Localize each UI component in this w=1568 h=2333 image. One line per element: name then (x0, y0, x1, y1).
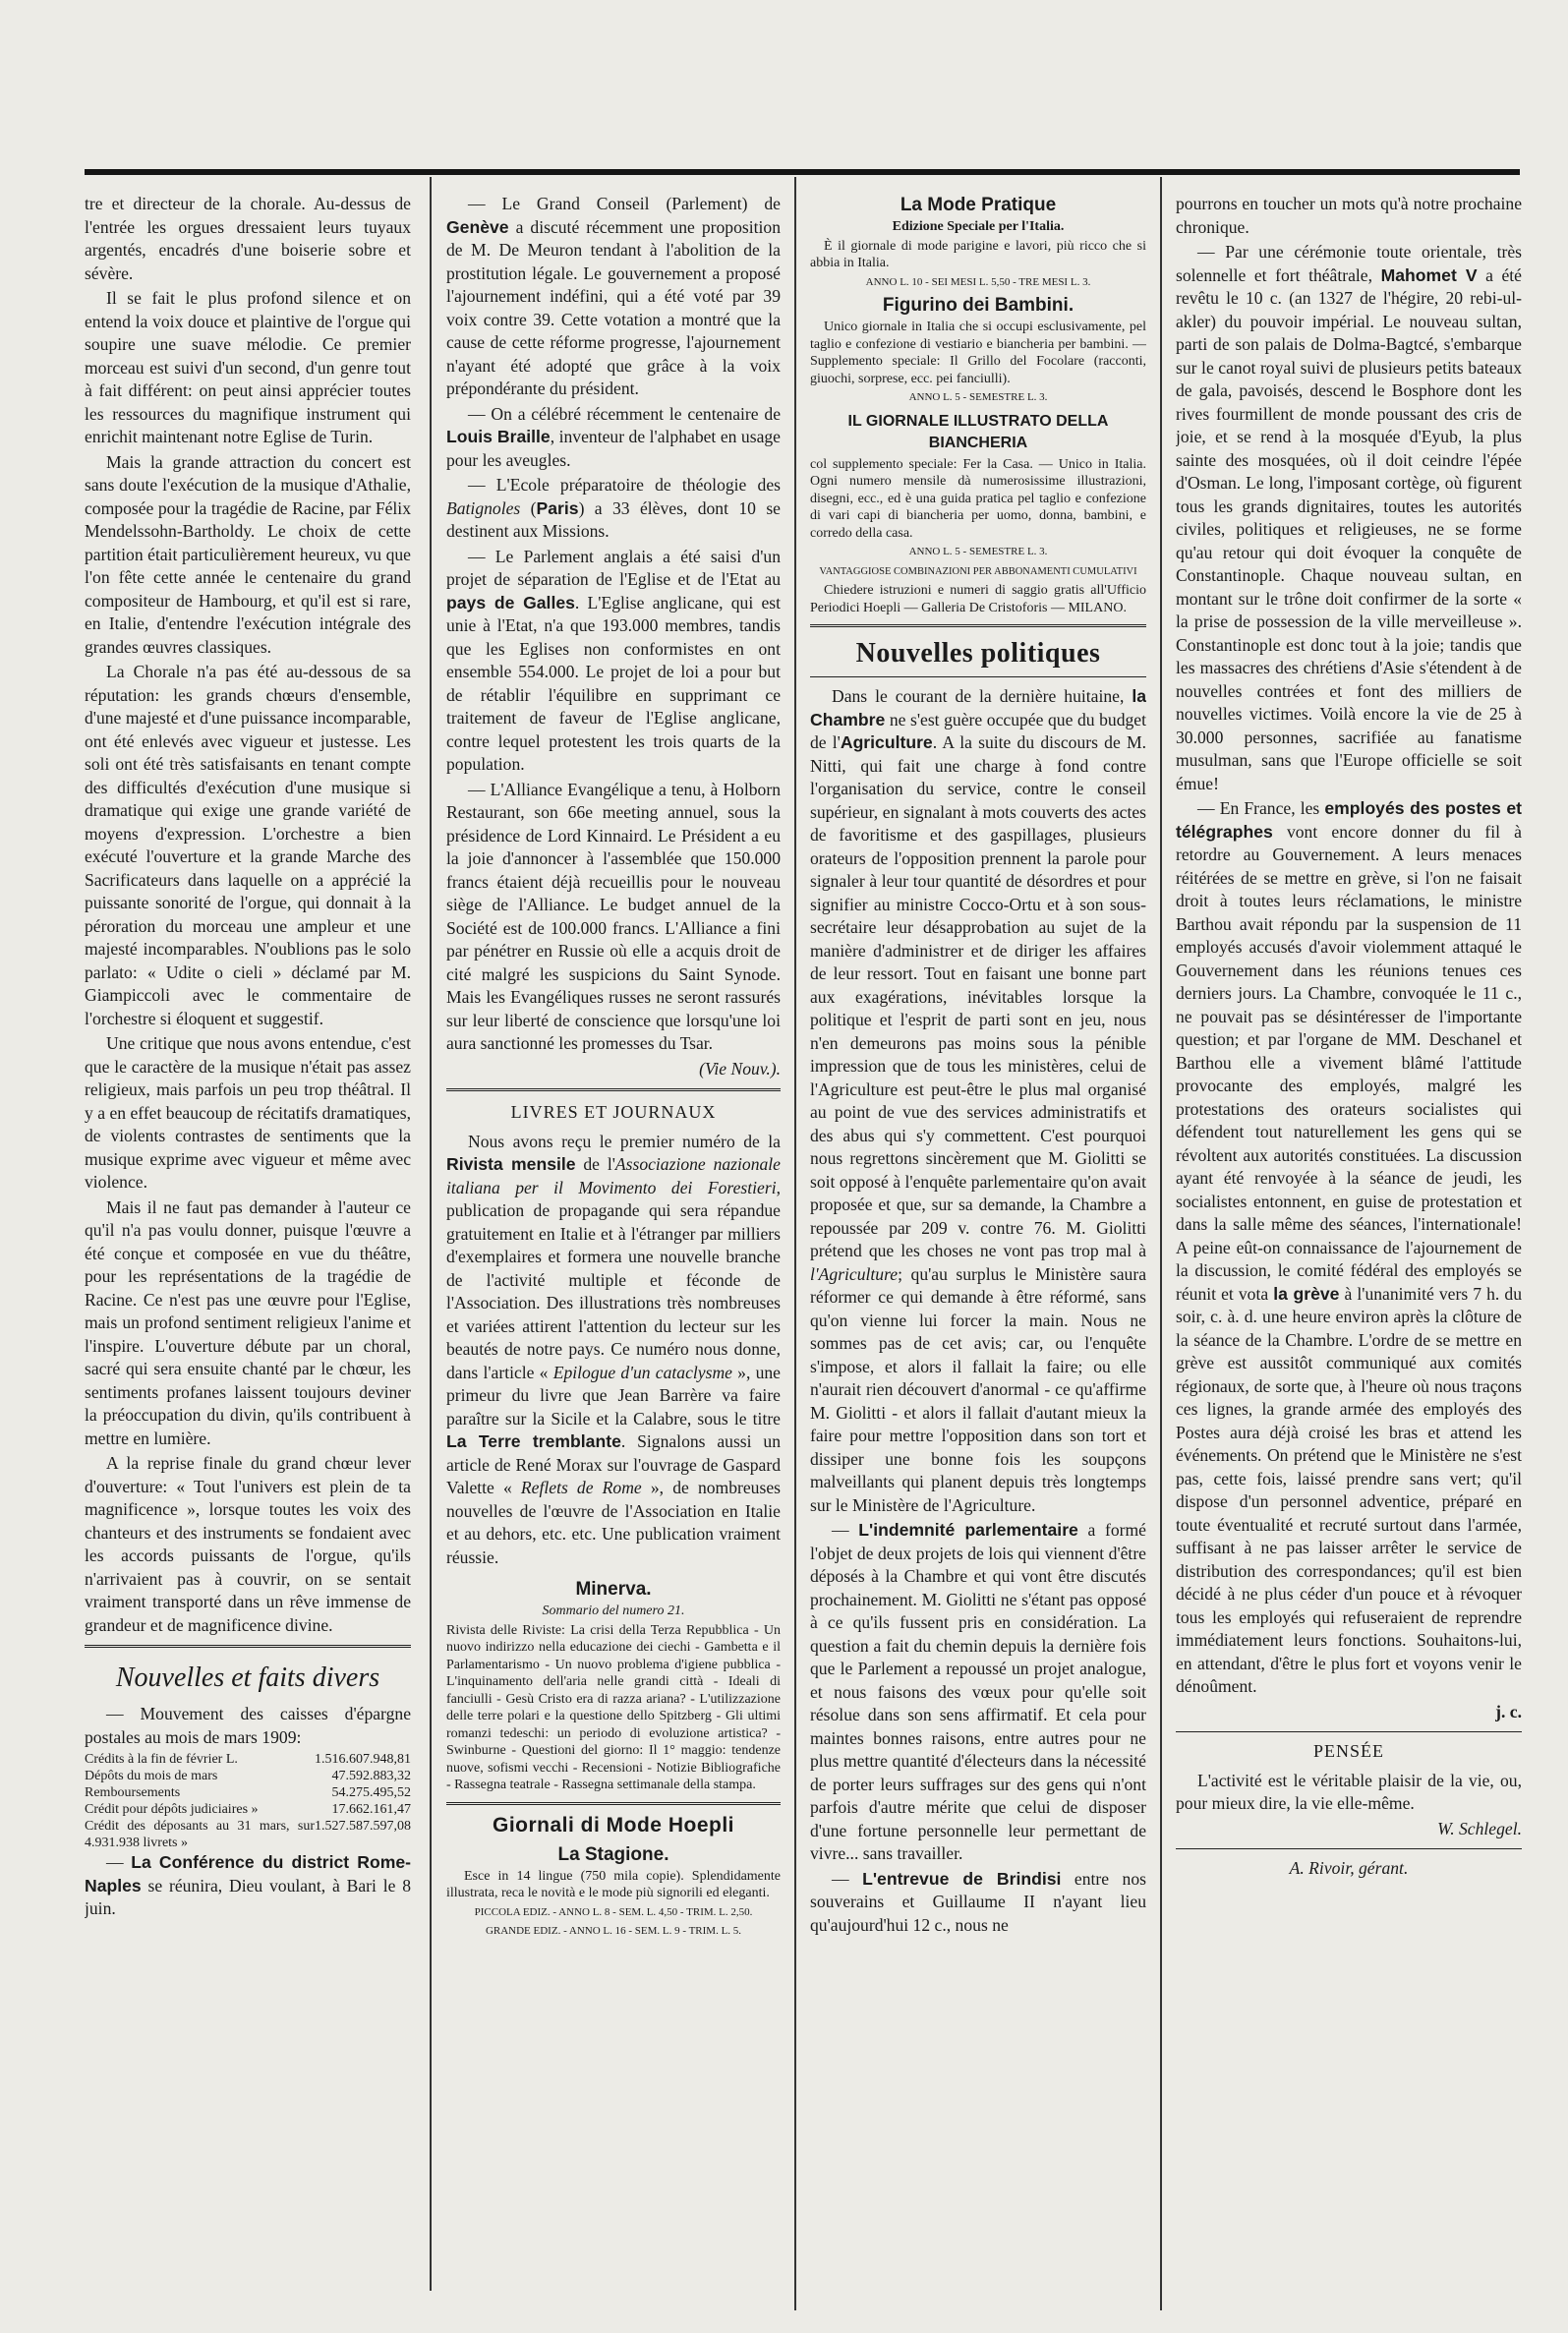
text: — On a célébré récemment le centenaire de (468, 403, 781, 424)
text: ne s'est guère occupée que du budget de l' (810, 709, 1146, 752)
text: , publication de propagande qui sera répandue gratuitement en Italie et à l'étranger par milliers d'exemplaires et formera une nouvelle branche de l'activité multiple et féconde de l'Association. Des illustrations très nombreuses et variées attirent l'attention du lecteur sur les beautés de notre pays. Ce numéro nous donne, dans l'article « (446, 1177, 781, 1382)
table-value: 1.516.607.948,81 (315, 1752, 411, 1767)
paragraph (446, 403, 781, 473)
mode-pratique-ad (810, 218, 1146, 291)
paragraph: Rivista delle Riviste: La crisi della Terza Repubblica - Un nuovo indirizzo nella educazione dei ciechi - Gambetta e il Parlamentarismo - Un nuovo problema d'igiene pubblica - L'inquinamento dell'aria nelle grandi città - Ideali di fanciulli - Gesù Cristo era di razza ariana? - L'utilizzazione delle terre polari e la questione dello Spitzberg - Gli ultimi romanzi tedeschi: un periodo di evoluzione artistica? - Swinburne - Questioni del giorno: Il 1° maggio: tendenze nuove, sofismi vecchi - Recensioni - Notizie Bibliografiche - Rassegna teatrale - Rassegna settimanale della stampa. (446, 1622, 781, 1792)
bold-text: la Chambre (810, 686, 1146, 729)
bold-text: La Conférence du district Rome-Naples (85, 1852, 411, 1896)
price-line: ANNO L. 5 - SEMESTRE L. 3. (908, 546, 1048, 557)
column-4 (1176, 193, 1522, 2316)
italic-text: Batignoles (446, 497, 521, 518)
paragraph (810, 685, 1146, 1517)
paragraph: col supplemento speciale: Fer la Casa. — Unico in Italia. Ogni numero mensile dà numerosissime illustrazioni, disegni, ecc., ed è una guida pratica pel taglio e confezione di vari capi di biancheria per uomo, donna, bambini, e corredo della casa. (810, 456, 1146, 541)
minerva-subtitle: Sommario del numero 21. (542, 1604, 685, 1618)
text: entre nos souverains et Guillaume II n'ayant lieu qu'aujourd'hui 12 c., nous ne (810, 1868, 1146, 1935)
text: , inventeur de l'alphabet en usage pour les aveugles. (446, 427, 781, 470)
section-divider (1176, 1848, 1522, 1849)
paragraph: Mais la grande attraction du concert est sans doute l'exécution de la musique d'Athalie, composée pour la tragédie de Racine, par Félix Mendelssohn-Bartholdy. Le choix de cette partition était particulièrement heureux, vu que l'on fête cette année le centenaire du grand compositeur de Hambourg, et qu'il est si rare, en Italie, d'entendre l'exécution intégrale des grandes œuvres classiques. (85, 451, 411, 657)
paragraph: — Mouvement des caisses d'épargne postales au mois de mars 1909: (85, 1704, 411, 1747)
text: a formé l'objet de deux projets de lois qui viennent d'être déposés à la Chambre et qui vont être discutés prochainement. M. Giolitti ne s'étant pas opposé à ce qu'ils fussent pris en considération. La question a fait du chemin depuis la dernière fois que le Parlement a repoussé un projet analogue, et nous faisons des vœux pour qu'elle soit résolue dans son sens affirmatif. Et cela pour maintes bonnes raisons, entre autres pour ne plus mettre quantité d'électeurs dans la nécessité de porter leurs suffrages sur des gens qui n'ont parfois d'autre mérite que celui de disposer d'une fortune personnelle leur permettant de vivre... sans travailler. (810, 1520, 1146, 1863)
section-title-livres: LIVRES ET JOURNAUX (510, 1102, 717, 1122)
text: . A la suite du discours de M. Nitti, qui fait une charge à fond contre l'organisation du service, contre le conseil supérieur, en signalant à mots couverts des actes de favoritisme et des gaspillages, plusieurs orateurs de l'opposition prennent la parole pour signaler à leur tour quantité de désordres et pour signifier au ministre Cocco-Ortu et à son sous-secrétaire leur désapprobation au sujet de la manière d'administrer et de diriger les affaires de leur ressort. Tout en faisant une bonne part aux exagérations, inévitables lorsque la politique et l'esprit de parti sont en jeu, nous n'en demeurons pas moins sous la pénible impression que de tous les ministères, celui de l'Agriculture est peut-être le plus mal organisé au point de vue des services administratifs et des abus qui s'y commettent. C'est pourquoi nous regrettons sincèrement que M. Giolitti se soit opposé à l'enquête parlementaire qu'on avait proposée et que, sur sa demande, la Chambre a repoussée par 209 v. contre 76. M. Giolitti prétend que les choses ne vont pas trop mal à (810, 732, 1146, 1260)
bold-text: employés des postes et télégraphes (1176, 798, 1522, 842)
section-title-faits-divers: Nouvelles et faits divers (115, 1662, 380, 1693)
ad-subtitle: Edizione Speciale per l'Italia. (892, 219, 1065, 234)
paragraph (1176, 797, 1522, 1699)
bold-text: L'entrevue de Brindisi (862, 1868, 1062, 1889)
price-line: PICCOLA EDIZ. - ANNO L. 8 - SEM. L. 4,50 - TRIM. L. 2,50. (474, 1905, 753, 1918)
section-divider (1176, 1731, 1522, 1732)
text: ; qu'au surplus le Ministère saura réformer ce qui demande à être réformé, sans qu'on vienne lui forcer la main. Nous ne sommes pas de cet avis; car, ou l'enquête s'impose, et alors il fallait la faire; ou elle n'aurait rien découvert d'anormal - ce qu'affirme M. Giolitti - et alors il fallait d'autant mieux la faire pour mettre l'opposition dans son tort et dissiper une bonne fois les soupçons malveillants qui planent depuis très longtemps sur le Ministère de l'Agriculture. (810, 1263, 1146, 1515)
bold-text: Mahomet V (1380, 264, 1478, 285)
paragraph: pourrons en toucher un mots qu'à notre prochaine chronique. (1176, 194, 1522, 237)
price-line: GRANDE EDIZ. - ANNO L. 16 - SEM. L. 9 - TRIM. L. 5. (485, 1925, 742, 1937)
text: », de nombreuses nouvelles de l'œuvre de l'Association en Italie et au dehors, etc. etc. Une publication vraiment réussie. (446, 1478, 781, 1567)
bold-text: Rivista mensile (446, 1154, 576, 1174)
paragraph: La Chorale n'a pas été au-dessous de sa réputation: les grands chœurs d'ensemble, d'une majesté et d'une puissance incomparable, ont été enlevés avec vigueur et justesse. Les soli ont été très satisfaisants en tenant compte des difficultés d'exécution d'une musique si dramatique qui exige une grande variété de moyens d'expression. L'orchestre a bien exécuté l'ouverture et la grande Marche des Sacrificateurs dans laquelle on a apprécié la puissante sonorité de l'orgue, qui donnait à la péroration du morceau une ampleur et une majesté incomparables. N'oublions pas le solo parlato: « Udite o cieli » déclamé par M. Giampiccoli avec le commentaire de l'orchestre si éloquent et suggestif. (85, 662, 411, 1028)
text: Nous avons reçu le premier numéro de la (468, 1131, 781, 1151)
bold-text: la grève (1273, 1283, 1340, 1304)
table-row (85, 1784, 411, 1801)
text: — L'Ecole préparatoire de théologie des (468, 475, 781, 495)
gerant-line: A. Rivoir, gérant. (1289, 1858, 1409, 1878)
text: . L'Eglise anglicane, qui est unie à l'Etat, n'a que 193.000 membres, tandis que les Eglises non conformistes en ont ensemble 554.000. Le projet de loi a pour but de rétablir l'équilibre en supprimant ce traitement de faveur de l'Eglise anglicane, contre lequel protestent les trois quarts de la population. (446, 592, 781, 774)
italic-text: l'Agriculture (810, 1263, 899, 1284)
text: a discuté récemment une proposition de M. De Meuron tendant à l'abolition de la prostitution légale. Le gouvernement a proposé l'ajournement indéfini, qui a été voté par 39 voix contre 39. Cette votation a montré que la cause de cette réforme progresse, l'ajournement n'ayant été adopté que grâce à la voix prépondérante du président. (446, 216, 781, 398)
column-divider (1160, 177, 1162, 2310)
table-label: Crédits à la fin de février L. (85, 1752, 238, 1767)
mode-pratique-title: La Mode Pratique (900, 195, 1057, 215)
biancheria-ad (810, 456, 1146, 617)
text: de l' (575, 1154, 615, 1174)
bold-text: Louis Braille (446, 427, 551, 446)
section-divider (810, 676, 1146, 677)
text: vont encore donner du fil à retordre au Gouvernement. A leurs menaces réitérées de se mettre en grève, si l'on ne faisait droit à toutes leurs réclamations, le ministre Barthou avait répondu par la suspension de 11 employés accusés d'avoir violemment attaqué le Gouvernement dans les réunions tenues ces derniers jours. La Chambre, convoquée le 11 c., ne pouvait pas se désintéresser de l'importante question; et par l'organe de MM. Deschanel et Barthou elle a vivement blâmé l'attitude provocante des employés, malgré les protestations des orateurs socialistes qui défendent tout naturellement les gens qui se révoltent aux autorités constituées. La discussion ayant été renvoyée à la séance de jeudi, les socialistes entonnent, en guise de protestation et dans la salle même des séances, l'internationale! A peine eût-on connaissance de l'ajournement de la discussion, le comité fédéral des employés se réunit et vota (1176, 821, 1522, 1304)
stagione-ad (446, 1868, 781, 1941)
column-3 (810, 193, 1146, 2316)
text: — Le Grand Conseil (Parlement) de (468, 194, 781, 213)
paragraph (446, 546, 781, 777)
ad-note: VANTAGGIOSE COMBINAZIONI PER ABBONAMENTI CUMULATIVI (819, 565, 1137, 577)
text: — Par une cérémonie toute orientale, très solennelle et fort théâtrale, (1176, 242, 1522, 285)
text: — Le Parlement anglais a été saisi d'un projet de séparation de l'Eglise et de l'Etat au (446, 546, 781, 589)
paragraph: Il se fait le plus profond silence et on entend la voix douce et plaintive de l'orgue qui soupire une suave mélodie. Ce premier morceau est suivi d'un second, d'un genre tout à fait différent: on peut ainsi apprécier toutes les ressources du magnifique instrument qui enrichit maintenant notre Eglise de Turin. (85, 288, 411, 446)
figurino-ad (810, 319, 1146, 407)
paragraph: — La Conférence du district Rome-Naples se réunira, Dieu voulant, à Bari le 8 juin. (85, 1852, 411, 1918)
text: . Signalons aussi un article de René Morax sur l'ouvrage de Gaspard Valette « (446, 1431, 781, 1497)
paragraph: È il giornale di mode parigine e lavori, più ricco che si abbia in Italia. (810, 238, 1146, 270)
source-attribution: (Vie Nouv.). (699, 1058, 781, 1079)
price-line: ANNO L. 5 - SEMESTRE L. 3. (908, 391, 1048, 403)
section-title-pensee: PENSÉE (1312, 1741, 1384, 1761)
table-value: 47.592.883,32 (331, 1769, 411, 1783)
column-divider (430, 177, 432, 2291)
paragraph: Esce in 14 lingue (750 mila copie). Splendidamente illustrata, reca le novità e le mode più signorili ed eleganti. (446, 1868, 781, 1900)
section-divider (810, 624, 1146, 629)
bold-text: La Terre tremblante (446, 1431, 621, 1451)
table-row (85, 1768, 411, 1784)
bold-text: L'indemnité parlementaire (858, 1520, 1078, 1540)
table-label: Crédit des déposants au 31 mars, sur 4.931.938 livrets » (85, 1819, 315, 1850)
paragraph (1176, 241, 1522, 795)
figurino-title: Figurino dei Bambini. (882, 295, 1074, 316)
italic-text: Reflets de Rome (520, 1478, 642, 1497)
paragraph: — L'Alliance Evangélique a tenu, à Holborn Restaurant, son 66e meeting annuel, sous la présidence de Lord Kinnaird. Le Président a eu la joie d'annoncer à l'assemblée que 150.000 francs étaient déjà recueillis pour le nouveau siège de l'Alliance. Le budget annuel de la Société est de 100.000 francs. L'Alliance a fini par pénétrer en Russie où elle a acquis droit de cité malgré les suspicions du Saint Synode. Mais les Evangéliques russes ne seront rassurés sur leur liberté de conscience que lorsqu'une loi aura sanctionné les promesses du Tsar. (446, 779, 781, 1053)
bold-text: pays de Galles (446, 592, 575, 612)
stagione-title: La Stagione. (557, 1843, 669, 1865)
table-row (85, 1818, 411, 1851)
minerva-title: Minerva. (575, 1579, 652, 1600)
paragraph (446, 193, 781, 401)
text: se réunira, Dieu voulant, à Bari le 8 juin. (85, 1875, 411, 1918)
text: à l'unanimité vers 7 h. du soir, c. à. d. une heure environ après la clôture de la séance de la Chambre. L'ordre de se mettre en grève est aussitôt communiqué aux comités régionaux, de sorte que, à l'heure où nous traçons ces lignes, la grande armée des employés des Postes aura déjà croisé les bras et attend les événements. On prétend que le Ministère ne s'est pas, cette fois, laissé prendre sans vert; qu'il dispose d'un personnel adventice, préparé en toute éventualité et recruté surtout dans l'armée, suffisant à ne pas laisser arrêter le service de distribution des correspondances; qu'il est bien décidé à ne plus céder d'un pouce et à révoquer tous les employés qui refuseraient de reprendre immédiatement leurs fonctions. Souhaitons-lui, en attendant, d'être le plus fort et voyons venir le dénoûment. (1176, 1283, 1522, 1696)
section-title-politiques: Nouvelles politiques (855, 638, 1101, 669)
column-2 (446, 193, 781, 2316)
table-value: 17.662.161,47 (331, 1802, 411, 1817)
text: a été revêtu le 10 c. (an 1327 de l'hégire, 20 rebi-ul-akler) du pouvoir impérial. Le nouveau sultan, parti de son palais de Dolma-Bagtcé, s'embarque sur le canot royal suivi de plusieurs petits bateaux de gala, pavoisés, descend le Bosphore dont les rives fourmillent de monde poussant des cris de joie, et se rend à la mosquée d'Eyub, la plus sainte des mosquées, où il doit ceindre l'épée d'Osman. Le long, l'imposant cortège, où figurent tous les grands dignitaires, toutes les autorités civiles, politiques et religieuses, ne se forme qu'au retour qui doit évoquer la conquête de Constantinople. Chaque nouveau sultan, en montant sur le trône doit confirmer de la sorte « la prise de possession de la ville merveilleuse ». Constantinople est donc tout à la joie; tandis que les massacres des chrétiens d'Asie s'étendent à de nouvelles contrées et font des milliers de nouvelles victimes. Voilà encore la vie de 25 à 30.000 personnes, sacrifiée au fanatisme musulman, sans que l'Europe officielle se soit émue! (1176, 264, 1522, 793)
paragraph: Une critique que nous avons entendue, c'est que le caractère de la musique n'était pas assez religieux, mais parfois un peu trop théâtral. Il y a en effet beaucoup de récitatifs dramatiques, de violents contrastes de sentiments que la musique exprime avec vigueur et même avec violence. (85, 1033, 411, 1192)
paragraph: L'activité est le véritable plaisir de la vie, ou, pour mieux dire, la vie elle-même. (1176, 1770, 1522, 1813)
column-1 (85, 193, 411, 2316)
signature: j. c. (1495, 1701, 1522, 1721)
paragraph: — L'indemnité parlementaire a formé l'objet de deux projets de lois qui viennent d'être déposés à la Chambre et qui vont être discutés prochainement. M. Giolitti ne s'étant pas opposé à ce qu'ils fussent pris en considération. La question a fait du chemin depuis la dernière fois que le Parlement a repoussé un projet analogue, et nous faisons des vœux pour qu'elle soit résolue dans son sens affirmatif. Et cela pour maintes bonnes raisons, entre autres pour ne plus mettre quantité d'électeurs dans la nécessité de porter leurs suffrages sur des gens qui n'ont parfois d'autre mérite que celui de disposer d'une fortune personnelle leur permettant de vivre... sans travailler. (810, 1520, 1146, 1863)
table-label: Dépôts du mois de mars (85, 1769, 218, 1783)
section-divider (446, 1802, 781, 1807)
paragraph: tre et directeur de la chorale. Au-dessus de l'entrée les orgues dressaient leurs tuyaux argentés, encadrés d'une boiserie sobre et sévère. (85, 194, 411, 283)
italic-text: Epilogue d'un cataclysme (552, 1362, 732, 1382)
paragraph (446, 1131, 781, 1570)
italic-text: Associazione nazionale italiana per il Movimento dei Forestieri (446, 1154, 781, 1197)
minerva-summary (446, 1622, 781, 1794)
paragraph: Mais il ne faut pas demander à l'auteur ce qu'il n'a pas voulu donner, puisque l'œuvre a été conçue et composée en vue du théâtre, pour les représentations de la tragédie de Racine. Ce n'est pas une œuvre pour l'Eglise, mais un profond sentiment religieux l'anime et l'inspire. L'ouverture débute par un choral, sacré qui sera ensuite chanté par le chœur, les sentiments profanes laissent toujours deviner la préoccupation du divin, qu'ils contribuent à mettre en lumière. (85, 1196, 411, 1448)
text: a 33 élèves, dont 10 se destinent aux Missions. (446, 497, 781, 541)
paragraph: — L'entrevue de Brindisi entre nos souverains et Guillaume II n'ayant lieu qu'aujourd'hui 12 c., nous ne (810, 1868, 1146, 1935)
bold-text: Agriculture (840, 732, 933, 752)
paragraph: Chiedere istruzioni e numeri di saggio gratis all'Ufficio Periodici Hoepli — Galleria De Cristoforis — MILANO. (810, 583, 1146, 615)
table-row (85, 1801, 411, 1818)
table-label: Remboursements (85, 1785, 181, 1800)
hoepli-title: Giornali di Mode Hoepli (492, 1813, 734, 1837)
top-rule (85, 169, 1520, 175)
bold-text: Paris (536, 497, 579, 518)
table-value: 1.527.587.597,08 (315, 1819, 411, 1834)
table-label: Crédit pour dépôts judiciaires » (85, 1802, 259, 1817)
text: — En France, les (1197, 798, 1325, 818)
biancheria-title: IL GIORNALE ILLUSTRATO DELLA BIANCHERIA (847, 412, 1109, 451)
section-divider (85, 1645, 411, 1650)
savings-table (85, 1751, 411, 1851)
text: Dans le courant de la dernière huitaine, (832, 686, 1132, 706)
column-divider (794, 177, 796, 2310)
text: », une primeur du livre que Jean Barrère va faire paraître sur la Sicile et la Calabre, sous le titre (446, 1362, 781, 1429)
paragraph: A la reprise finale du grand chœur lever d'ouverture: « Tout l'univers est plein de ta magnificence », lorsque toutes les voix des chanteurs et des instruments se fondaient avec les accords puissants de l'orgue, qu'ils n'arrivaient pas à couvrir, on se sentait vraiment transporté dans un rêve immense de grandeur et de magnificence divine. (85, 1453, 411, 1635)
paragraph: Unico giornale in Italia che si occupi esclusivamente, pel taglio e confezione di vestiario e biancheria per bambini. — Supplemento speciale: Il Grillo del Focolare (racconti, giuochi, sorprese, ecc. pei fanciulli). (810, 320, 1146, 386)
section-divider (446, 1088, 781, 1093)
table-value: 54.275.495,52 (331, 1785, 411, 1800)
paragraph: — L'Ecole préparatoire de théologie des Batignoles (Paris) a 33 élèves, dont 10 se destinent aux Missions. (446, 475, 781, 541)
quote-author: W. Schlegel. (1437, 1818, 1522, 1838)
bold-text: Genève (446, 216, 509, 237)
price-line: ANNO L. 10 - SEI MESI L. 5,50 - TRE MESI L. 3. (865, 275, 1091, 288)
table-row (85, 1751, 411, 1768)
